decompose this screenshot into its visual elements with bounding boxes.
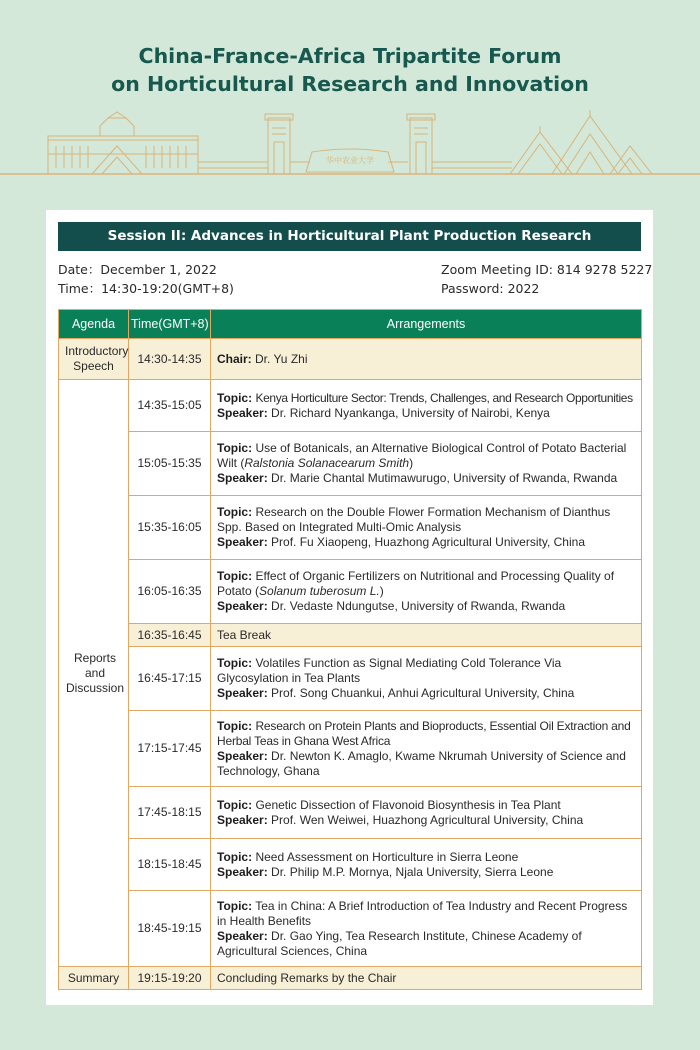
- chair-name: Dr. Yu Zhi: [255, 351, 308, 366]
- header-arrangements: Arrangements: [211, 310, 642, 339]
- speaker-line: [217, 865, 635, 880]
- topic-line: [217, 656, 635, 686]
- topic-label: Topic:: [217, 505, 253, 519]
- arrangement-cell: [211, 560, 642, 624]
- topic-text: Effect of Organic Fertilizers on Nutritional and Processing Quality of Potato (: [217, 569, 615, 598]
- table-row: [59, 496, 642, 560]
- speaker-text: Dr. Vedaste Ndungutse, University of Rwanda, Rwanda: [271, 599, 566, 613]
- speaker-text: Prof. Fu Xiaopeng, Huazhong Agricultural University, China: [271, 535, 585, 549]
- time-cell: 15:35-16:05: [129, 496, 211, 560]
- topic-line: [217, 569, 635, 599]
- time-cell: 16:05-16:35: [129, 560, 211, 624]
- speaker-text: Dr. Newton K. Amaglo, Kwame Nkrumah University of Science and Technology, Ghana: [217, 748, 626, 778]
- forum-title-line-2: on Horticultural Research and Innovation: [111, 72, 589, 96]
- time-cell: 15:05-15:35: [129, 432, 211, 496]
- topic-line: [217, 505, 635, 535]
- concluding-remarks-cell: Concluding Remarks by the Chair: [211, 967, 642, 990]
- topic-scientific-name: Solanum tuberosum L.: [259, 584, 380, 598]
- speaker-label: Speaker:: [217, 599, 268, 613]
- agenda-reports-and-discussion: [59, 380, 129, 967]
- time-cell: 14:35-15:05: [129, 380, 211, 432]
- table-row: [59, 647, 642, 711]
- zoom-info: [441, 260, 652, 298]
- table-row: [59, 891, 642, 967]
- topic-text: Use of Botanicals, an Alternative Biological Control of Potato Bacterial Wilt (: [217, 441, 627, 470]
- time-cell: 17:15-17:45: [129, 711, 211, 787]
- time-cell: 18:15-18:45: [129, 839, 211, 891]
- speaker-label: Speaker:: [217, 864, 268, 879]
- time-cell: 16:45-17:15: [129, 647, 211, 711]
- topic-text: Need Assessment on Horticulture in Sierra Leone: [255, 849, 519, 864]
- agenda-introductory-speech: Introductory Speech: [59, 339, 129, 380]
- table-row: [59, 711, 642, 787]
- topic-text: Research on Protein Plants and Bioproducts, Essential Oil Extraction and Herbal Teas in Ghana West Africa: [217, 718, 631, 748]
- session-time: Time：14:30-19:20(GMT+8): [58, 281, 234, 296]
- time-cell: 18:45-19:15: [129, 891, 211, 967]
- topic-text: Tea in China: A Brief Introduction of Tea Industry and Recent Progress in Health Benefits: [217, 898, 628, 928]
- arrangement-cell: [211, 839, 642, 891]
- arrangement-cell: [211, 339, 642, 380]
- table-row: [59, 560, 642, 624]
- topic-label: Topic:: [217, 656, 253, 670]
- agenda-table: [58, 309, 642, 990]
- zoom-password: Password: 2022: [441, 281, 540, 296]
- speaker-label: Speaker:: [217, 812, 268, 827]
- topic-scientific-name: Ralstonia Solanacearum Smith: [244, 456, 410, 470]
- speaker-line: [217, 749, 635, 779]
- topic-line: [217, 719, 635, 749]
- topic-label: Topic:: [217, 718, 253, 733]
- speaker-text: Dr. Marie Chantal Mutimawurugo, University of Rwanda, Rwanda: [271, 471, 618, 485]
- time-cell: 16:35-16:45: [129, 624, 211, 647]
- arrangement-cell: [211, 787, 642, 839]
- header-agenda: Agenda: [59, 310, 129, 339]
- speaker-label: Speaker:: [217, 686, 268, 700]
- time-cell: 14:30-14:35: [129, 339, 211, 380]
- time-cell: 19:15-19:20: [129, 967, 211, 990]
- topic-label: Topic:: [217, 569, 253, 583]
- arrangement-cell: [211, 891, 642, 967]
- topic-line: [217, 850, 635, 865]
- speaker-line: [217, 471, 635, 486]
- topic-label: Topic:: [217, 441, 253, 455]
- arrangement-cell: [211, 711, 642, 787]
- speaker-label: Speaker:: [217, 405, 268, 420]
- table-row: [59, 967, 642, 990]
- table-row: [59, 339, 642, 380]
- speaker-text: Dr. Richard Nyankanga, University of Nairobi, Kenya: [271, 405, 550, 420]
- campus-skyline-illustration: [0, 110, 700, 180]
- topic-label: Topic:: [217, 849, 253, 864]
- topic-text: Kenya Horticulture Sector: Trends, Challenges, and Research Opportunities: [255, 390, 633, 405]
- chair-label: Chair:: [217, 351, 252, 366]
- table-row: [59, 432, 642, 496]
- topic-line: [217, 391, 635, 406]
- speaker-text: Dr. Philip M.P. Mornya, Njala University, Sierra Leone: [271, 864, 554, 879]
- topic-line: [217, 798, 635, 813]
- topic-text: Research on the Double Flower Formation Mechanism of Dianthus Spp. Based on Integrated Multi-Omic Analysis: [217, 505, 611, 534]
- topic-text-end: ): [379, 584, 384, 598]
- arrangement-cell: [211, 432, 642, 496]
- gate-sign-text: 华中农业大学: [326, 156, 374, 165]
- arrangement-cell: [211, 380, 642, 432]
- tea-break-cell: Tea Break: [211, 624, 642, 647]
- speaker-label: Speaker:: [217, 928, 268, 943]
- speaker-line: [217, 813, 635, 828]
- forum-title-line-1: China-France-Africa Tripartite Forum: [138, 44, 562, 68]
- reports-label: Reports and Discussion: [65, 650, 125, 695]
- table-header-row: [59, 310, 642, 339]
- topic-text-end: ): [409, 456, 414, 470]
- topic-label: Topic:: [217, 390, 253, 405]
- table-row: [59, 624, 642, 647]
- speaker-text: Dr. Gao Ying, Tea Research Institute, Chinese Academy of Agricultural Sciences, China: [217, 928, 582, 958]
- speaker-line: [217, 406, 635, 421]
- topic-line: [217, 899, 635, 929]
- topic-text: Volatiles Function as Signal Mediating Cold Tolerance Via Glycosylation in Tea Plants: [217, 656, 562, 685]
- speaker-text: Prof. Song Chuankui, Anhui Agricultural University, China: [271, 686, 575, 700]
- agenda-card: [46, 210, 653, 1005]
- session-date: Date：December 1, 2022: [58, 262, 217, 277]
- header-time: Time(GMT+8): [129, 310, 211, 339]
- speaker-text: Prof. Wen Weiwei, Huazhong Agricultural University, China: [271, 812, 584, 827]
- table-row: [59, 380, 642, 432]
- page-header: [0, 0, 700, 210]
- arrangement-cell: [211, 496, 642, 560]
- speaker-label: Speaker:: [217, 471, 268, 485]
- topic-text: Genetic Dissection of Flavonoid Biosynthesis in Tea Plant: [255, 797, 561, 812]
- topic-label: Topic:: [217, 898, 253, 913]
- table-row: [59, 839, 642, 891]
- speaker-line: [217, 535, 635, 550]
- arrangement-cell: [211, 647, 642, 711]
- speaker-line: [217, 929, 635, 959]
- topic-line: [217, 441, 635, 471]
- speaker-line: [217, 686, 635, 701]
- agenda-summary: Summary: [59, 967, 129, 990]
- speaker-label: Speaker:: [217, 535, 268, 549]
- zoom-meeting-id: Zoom Meeting ID: 814 9278 5227: [441, 262, 653, 277]
- table-row: [59, 787, 642, 839]
- speaker-line: [217, 599, 635, 614]
- topic-label: Topic:: [217, 797, 253, 812]
- session-datetime: [58, 260, 234, 298]
- session-title: Session II: Advances in Horticultural Plant Production Research: [58, 222, 641, 251]
- time-cell: 17:45-18:15: [129, 787, 211, 839]
- forum-title: [0, 42, 700, 98]
- speaker-label: Speaker:: [217, 748, 268, 763]
